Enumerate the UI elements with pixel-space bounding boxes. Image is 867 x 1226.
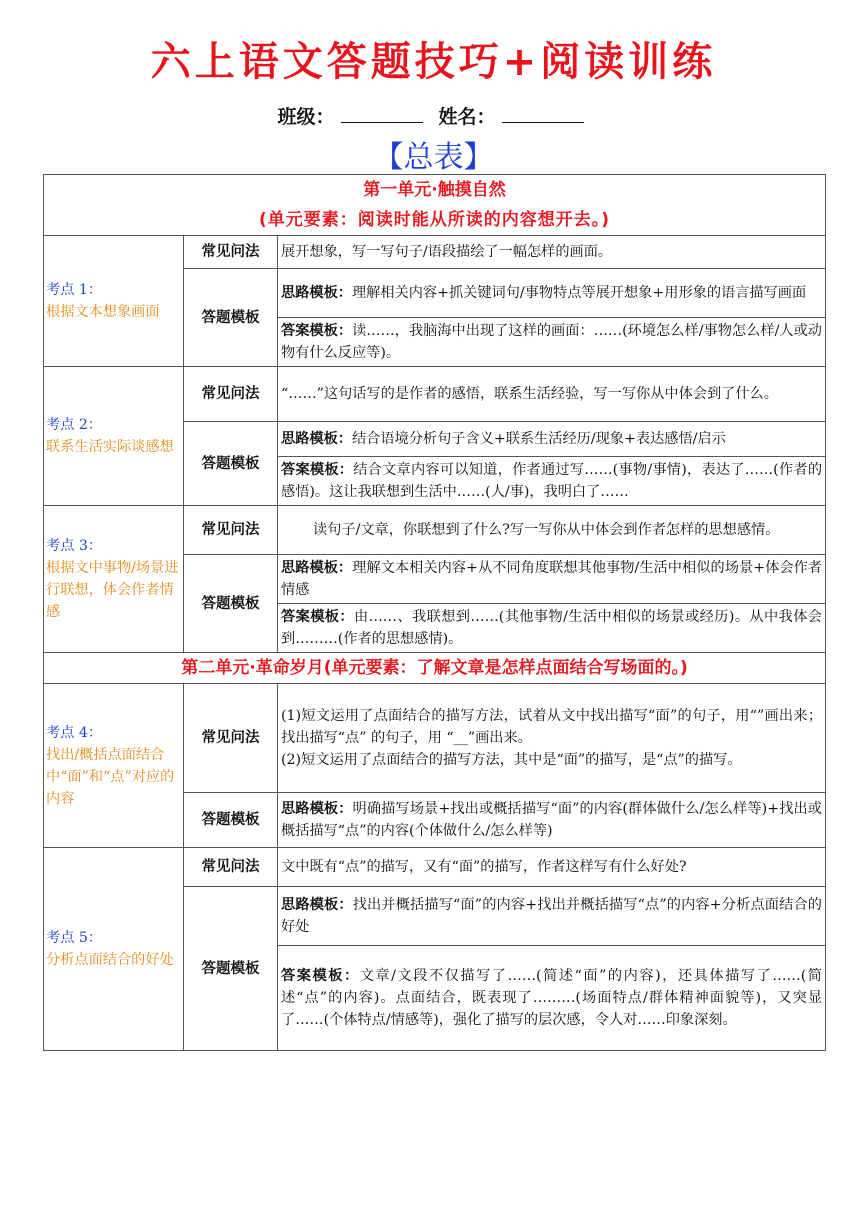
name-label: 姓名： xyxy=(438,106,496,128)
answer-label: 答案模板： xyxy=(281,462,354,478)
template-label: 答题模板 xyxy=(184,269,278,367)
question-text: “……”这句话写的是作者的感悟，联系生活经验，写一写你从中体会到了什么。 xyxy=(278,367,826,422)
summary-table xyxy=(43,174,826,1051)
key-point-1 xyxy=(44,236,184,367)
template-label: 答题模板 xyxy=(184,555,278,653)
unit-heading-row xyxy=(44,653,826,684)
question-part-2: (2)短文运用了点面结合的描写方法，其中是“面”的描写，是“点”的描写。 xyxy=(281,752,742,768)
thinking-template xyxy=(278,422,826,457)
question-label: 常见问法 xyxy=(184,367,278,422)
answer-label: 答案模板： xyxy=(281,968,360,984)
thinking-template xyxy=(278,555,826,604)
key-point-name: 分析点面结合的好处 xyxy=(46,952,174,968)
key-point-2 xyxy=(44,367,184,506)
template-label: 答题模板 xyxy=(184,422,278,506)
key-point-name: 根据文本想象画面 xyxy=(46,304,160,320)
thinking-label: 思路模板： xyxy=(281,801,353,817)
unit2-heading: 第二单元·革命岁月(单元要素：了解文章是怎样点面结合写场面的。) xyxy=(44,653,826,684)
thinking-template xyxy=(278,887,826,946)
key-point-id: 考点 2： xyxy=(46,417,103,433)
question-text: 展开想象，写一写句子/语段描绘了一幅怎样的画面。 xyxy=(278,236,826,269)
question-label: 常见问法 xyxy=(184,506,278,555)
unit1-title: 第一单元·触摸自然 xyxy=(363,180,506,200)
question-label: 常见问法 xyxy=(184,848,278,887)
section-subtitle: 【总表】 xyxy=(373,140,494,175)
thinking-text: 结合语境分析句子含义+联系生活经历/现象+表达感悟/启示 xyxy=(351,431,726,447)
key-point-id: 考点 3： xyxy=(46,538,103,554)
thinking-text: 明确描写场景+找出或概括描写“面”的内容(群体做什么/怎么样等)+找出或概括描写“点”的内容(个体做什么/怎么样等) xyxy=(281,801,822,839)
thinking-text: 理解文本相关内容+从不同角度联想其他事物/生活中相似的场景+体会作者情感 xyxy=(281,560,823,598)
answer-text: 结合文章内容可以知道，作者通过写……(事物/事情)，表达了……(作者的感悟)。这让我联想到生活中……(人/事)，我明白了…… xyxy=(281,462,823,500)
unit-heading-row xyxy=(44,175,826,236)
name-blank[interactable] xyxy=(502,104,584,123)
key-point-id: 考点 5： xyxy=(46,930,103,946)
answer-template xyxy=(278,318,826,367)
unit1-heading xyxy=(44,175,826,236)
key-point-name: 找出/概括点面结合中“面”和“点”对应的内容 xyxy=(46,746,175,807)
thinking-label: 思路模板： xyxy=(281,285,352,301)
key-point-3 xyxy=(44,506,184,653)
page-title: 六上语文答题技巧+阅读训练 xyxy=(150,39,717,85)
thinking-label: 思路模板： xyxy=(281,560,353,576)
thinking-text: 理解相关内容+抓关键词句/事物特点等展开想象+用形象的语言描写画面 xyxy=(351,285,807,301)
unit1-requirement: (单元要素：阅读时能从所读的内容想开去。) xyxy=(258,210,611,230)
thinking-template xyxy=(278,793,826,848)
key-point-id: 考点 4： xyxy=(46,724,103,741)
answer-text: 文章/文段不仅描写了……(简述“面”的内容)，还具体描写了……(简述“点”的内容)。点面结合，既表现了………(场面特点/群体精神面貌等)，又突显了……(个体特点/情感等)，强化了描写的层次感，令人对……印象深刻。 xyxy=(281,968,823,1028)
template-label: 答题模板 xyxy=(184,887,278,1051)
answer-template xyxy=(278,604,826,653)
answer-template xyxy=(278,457,826,506)
table-row xyxy=(44,684,826,793)
table-row xyxy=(44,236,826,269)
key-point-name: 根据文中事物/场景进行联想，体会作者情感 xyxy=(46,560,179,620)
table-row xyxy=(44,367,826,422)
template-label: 答题模板 xyxy=(184,793,278,848)
answer-text: 由……、我联想到……(其他事物/生活中相似的场景或经历)。从中我体会到………(作者的思想感情)。 xyxy=(281,609,822,647)
answer-text: 读……，我脑海中出现了这样的画面：……(环境怎么样/事物怎么样/人或动物有什么反应等)。 xyxy=(281,323,822,361)
question-label: 常见问法 xyxy=(184,684,278,793)
key-point-id: 考点 1： xyxy=(46,282,103,298)
table-row xyxy=(44,848,826,887)
class-blank[interactable] xyxy=(341,104,423,123)
answer-label: 答案模板： xyxy=(281,323,353,339)
thinking-label: 思路模板： xyxy=(281,897,353,913)
answer-template xyxy=(278,946,826,1051)
question-text: 文中既有“点”的描写，又有“面”的描写，作者这样写有什么好处? xyxy=(278,848,826,887)
key-point-4 xyxy=(44,684,184,848)
thinking-template xyxy=(278,269,826,318)
class-label: 班级： xyxy=(277,106,335,128)
student-info xyxy=(0,102,867,129)
question-text: 读句子/文章，你联想到了什么?写一写你从中体会到作者怎样的思想感情。 xyxy=(278,506,826,555)
thinking-text: 找出并概括描写“面”的内容+找出并概括描写“点”的内容+分析点面结合的好处 xyxy=(281,897,822,935)
question-label: 常见问法 xyxy=(184,236,278,269)
answer-label: 答案模板： xyxy=(281,609,354,625)
table-row xyxy=(44,506,826,555)
question-part-1: (1)短文运用了点面结合的描写方法，试着从文中找出描写“面”的句子，用“”画出来； 找出描写“点” 的句子，用 “__”画出来。 xyxy=(281,708,823,746)
thinking-label: 思路模板： xyxy=(281,431,352,447)
key-point-5 xyxy=(44,848,184,1051)
question-text xyxy=(278,684,826,793)
key-point-name: 联系生活实际谈感想 xyxy=(46,439,174,455)
